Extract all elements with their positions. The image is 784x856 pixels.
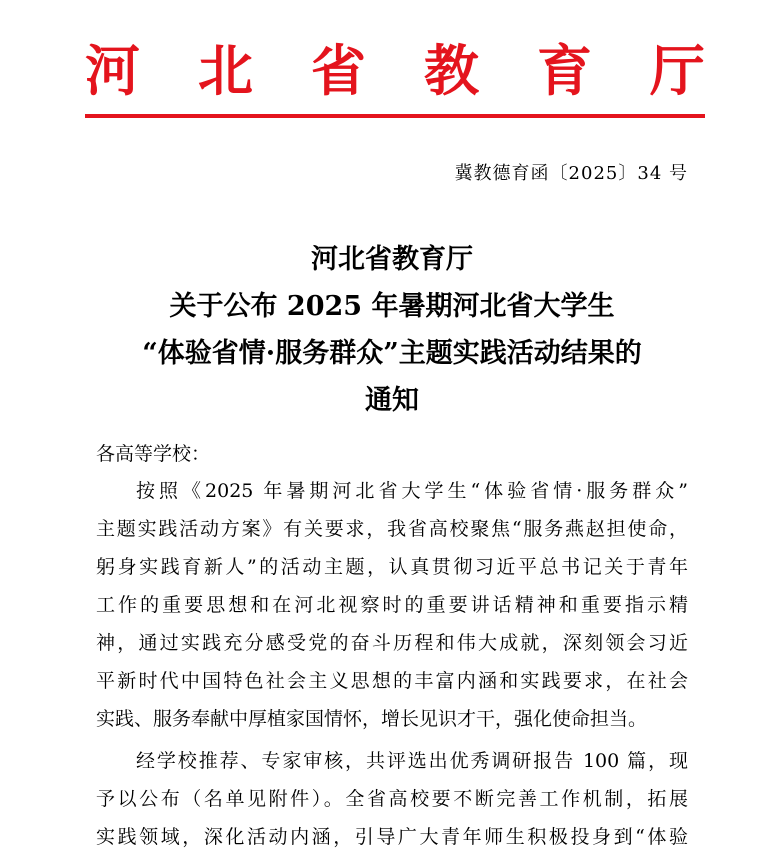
text-line: 按照《2025 年暑期河北省大学生“体验省情·服务群众”	[136, 480, 688, 502]
salutation: 各高等学校：	[96, 443, 211, 465]
text-line: 躬身实践育新人”的活动主题，认真贯彻习近平总书记关于青年	[96, 556, 688, 578]
masthead-char: 省	[310, 38, 366, 103]
body-text	[96, 472, 688, 856]
document-number: 冀教德育函〔2025〕34 号	[454, 163, 688, 184]
masthead-char: 育	[536, 38, 592, 103]
masthead-char: 北	[197, 38, 253, 103]
masthead	[85, 40, 705, 102]
text-line: 神，通过实践充分感受党的奋斗历程和伟大成就，深刻领会习近	[96, 632, 688, 654]
text-line: 实践领域，深化活动内涵，引导广大青年师生积极投身到“体验	[96, 826, 688, 848]
masthead-char: 教	[423, 38, 479, 103]
text-line: 平新时代中国特色社会主义思想的丰富内涵和实践要求，在社会	[96, 670, 688, 692]
title-line: 通知	[365, 385, 419, 416]
text-line: 工作的重要思想和在河北视察时的重要讲话精神和重要指示精	[96, 594, 688, 616]
masthead-char: 厅	[649, 38, 705, 103]
text-line: 主题实践活动方案》有关要求，我省高校聚焦“服务燕赵担使命，	[96, 518, 688, 540]
text-line: 予以公布（名单见附件）。全省高校要不断完善工作机制，拓展	[96, 788, 688, 810]
paragraph-2	[96, 742, 688, 856]
masthead-char: 河	[85, 38, 141, 103]
document-title	[96, 236, 688, 424]
masthead-red-rule	[85, 114, 705, 118]
text-line: 经学校推荐、专家审核，共评选出优秀调研报告 100 篇，现	[136, 750, 688, 772]
paragraph-1	[96, 472, 688, 738]
title-line: “体验省情·服务群众”主题实践活动结果的	[142, 338, 642, 369]
title-line: 关于公布 2025 年暑期河北省大学生	[169, 291, 615, 322]
text-line: 实践、服务奉献中厚植家国情怀，增长见识才干，强化使命担当。	[96, 708, 648, 730]
title-line: 河北省教育厅	[311, 244, 473, 275]
